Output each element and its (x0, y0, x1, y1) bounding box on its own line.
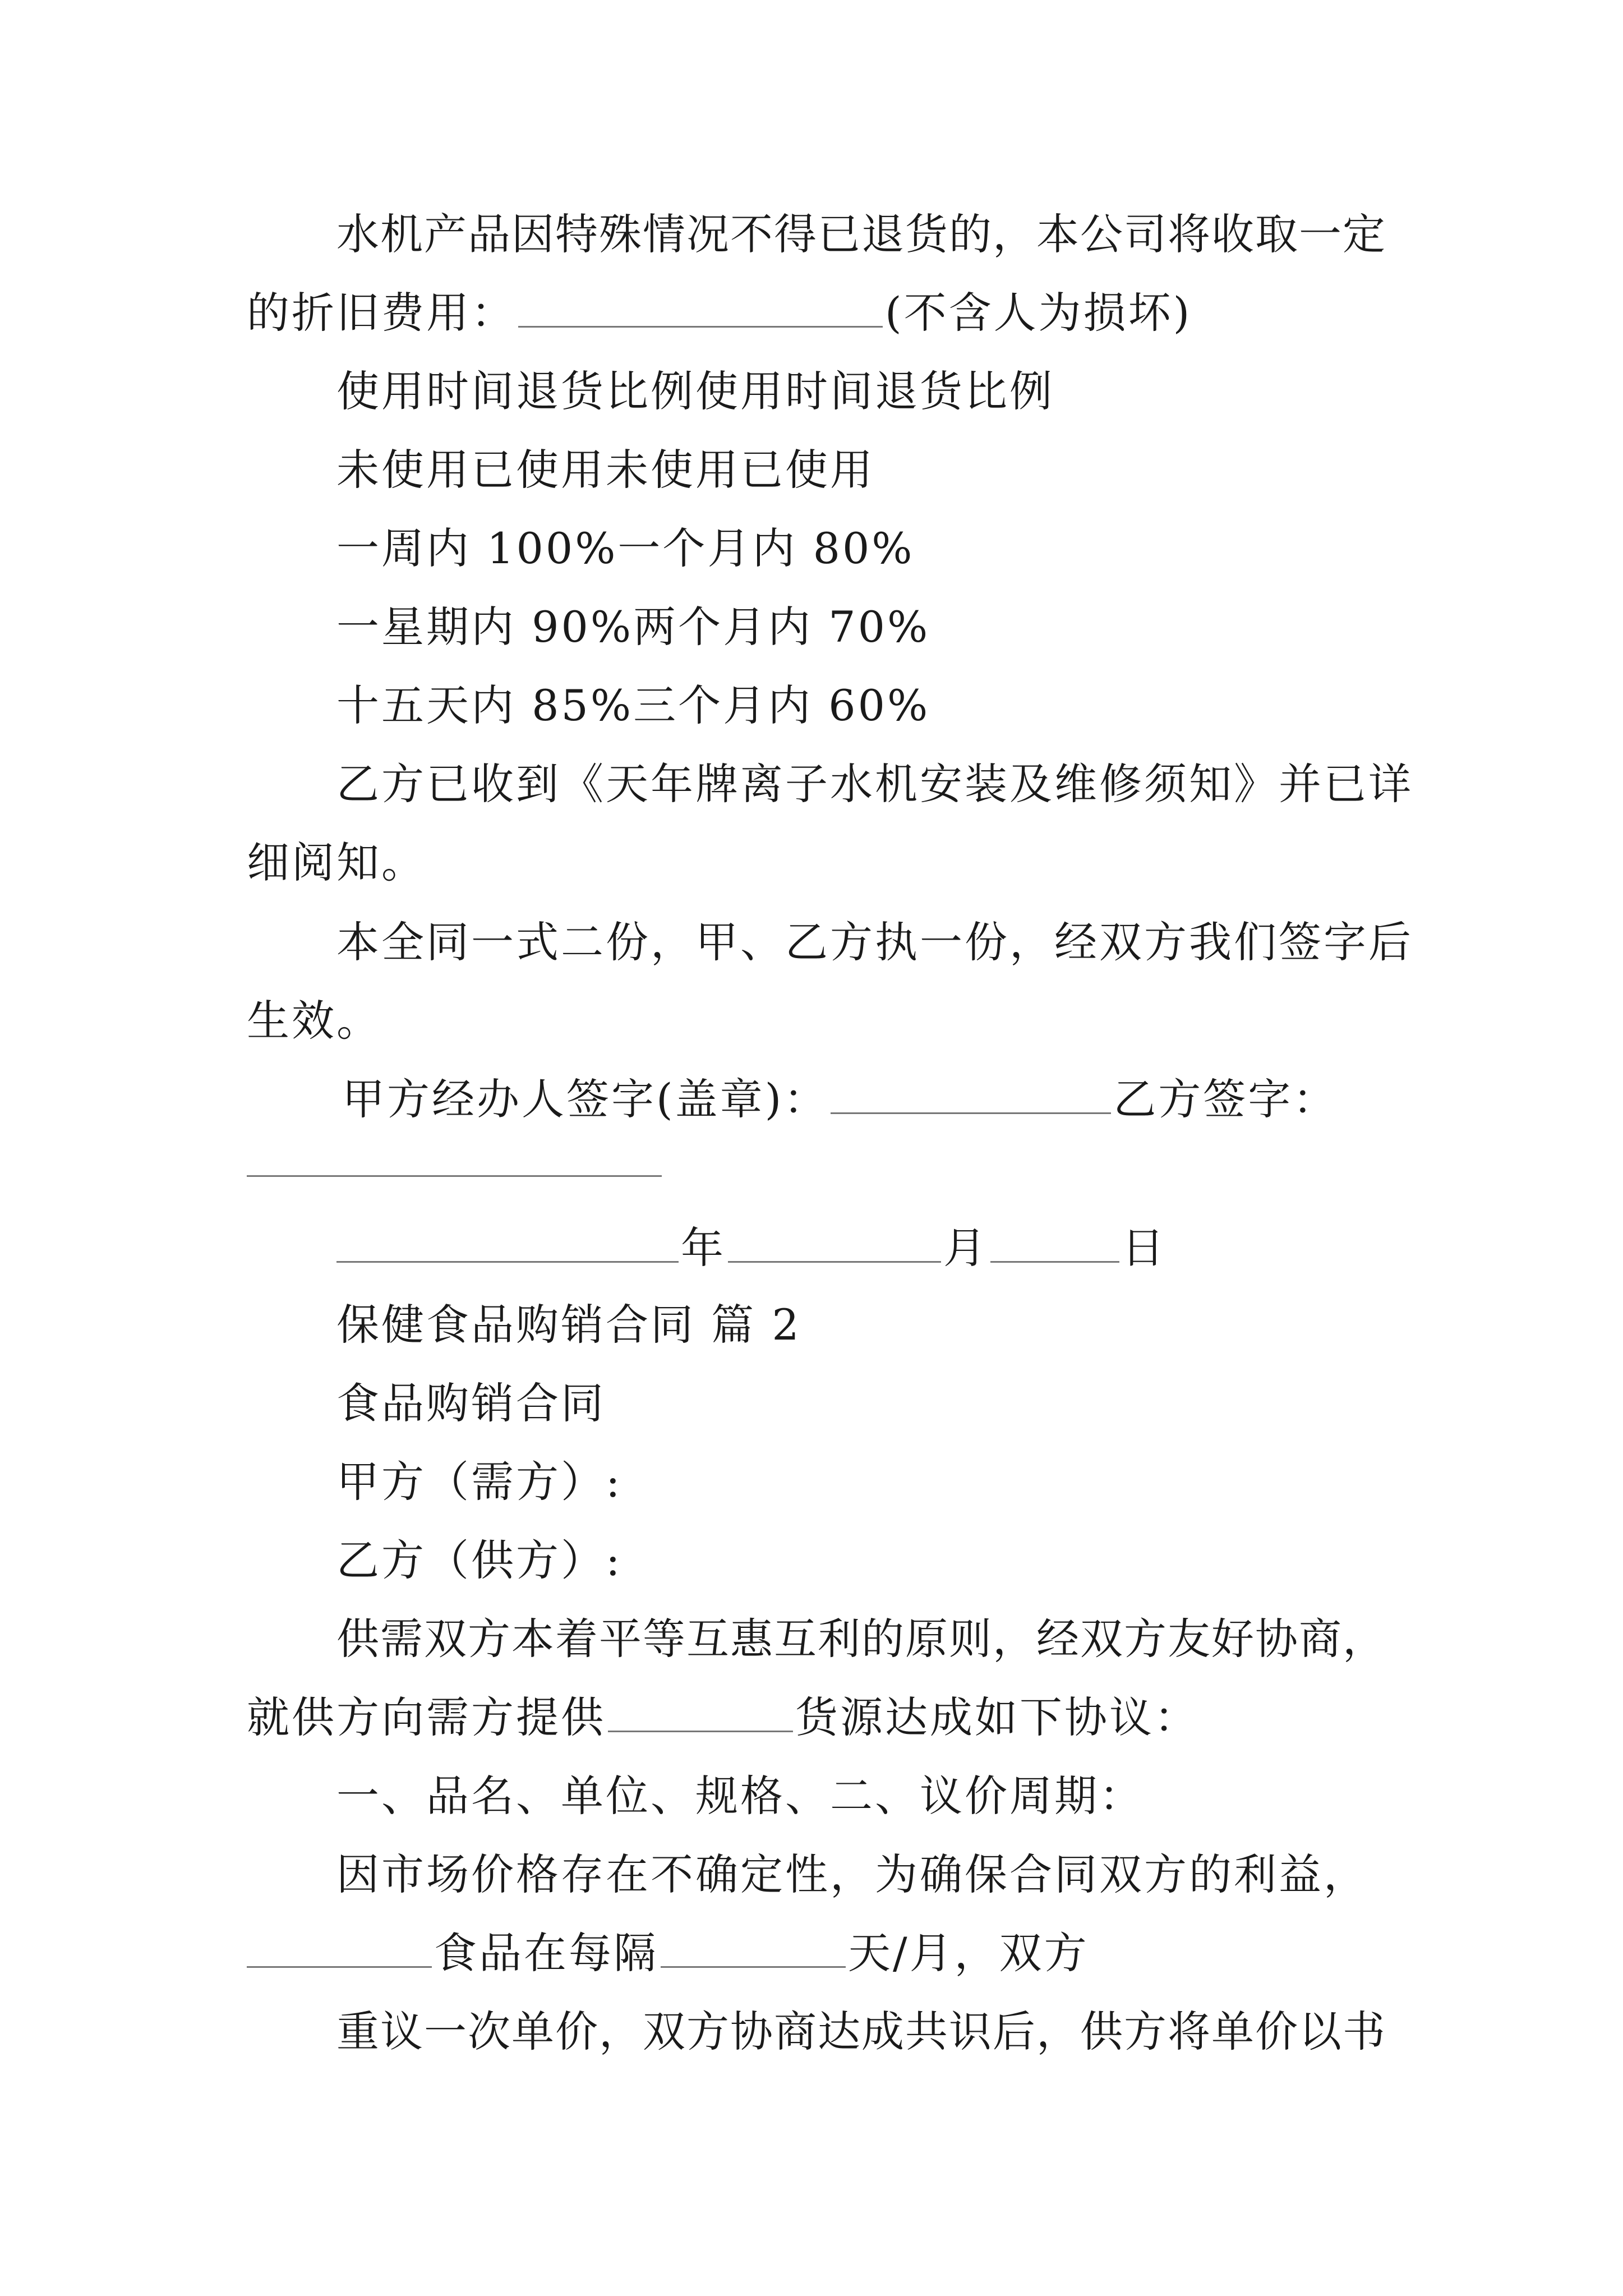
depreciation-fee-blank (518, 287, 883, 328)
signature-line (342, 1071, 1338, 1128)
goods-source-blank (608, 1691, 793, 1732)
year-blank (336, 1222, 679, 1263)
text-line-22: 因市场价格存在不确定性，为确保合同双方的利益， (336, 1849, 1368, 1899)
text-line-21: 一、品名、单位、规格、二、议价周期： (336, 1771, 1144, 1821)
supply-label: 就供方向需方提供 (247, 1692, 606, 1742)
agreement-label: 货源达成如下协议： (795, 1692, 1199, 1742)
party-b-signature-blank (247, 1175, 662, 1177)
date-line (336, 1220, 1166, 1276)
month-blank (728, 1222, 941, 1263)
section-heading: 保健食品购销合同 篇 2 (336, 1300, 801, 1350)
text-line-7: 十五天内 85%三个月内 60% (336, 680, 930, 730)
party-a-line: 甲方（需方）: (336, 1457, 623, 1507)
year-label: 年 (681, 1223, 726, 1273)
text-line-5: 一周内 100%一个月内 80% (336, 523, 915, 573)
day-blank (990, 1222, 1119, 1263)
text-line-6: 一星期内 90%两个月内 70% (336, 602, 930, 652)
text-line-24: 重 议 一 次 单 价 ， 双 方 协 商 达 成 共 识 后 ， 供 方 将 单 价 以 书 (336, 2007, 1385, 2056)
text-line-9: 细阅知。 (247, 838, 426, 887)
party-b-line: 乙方（供方）: (336, 1535, 623, 1585)
text-line-19: 供 需 双 方 本 着 平 等 互 惠 互 利 的 原 则 ， 经 双 方 友 好 协 商 ， (336, 1614, 1385, 1664)
text-line-11: 生效。 (247, 996, 381, 1046)
text-line-3: 使用时间退货比例使用时间退货比例 (336, 366, 1054, 416)
interval-label: 食品在每隔 (434, 1928, 658, 1978)
contract-title: 食品购销合同 (336, 1378, 606, 1428)
text-line-10: 本全同一式二份，甲、乙方执一份，经双方我们签字后 (336, 917, 1413, 967)
party-b-signature-label: 乙方签字： (1113, 1074, 1338, 1124)
day-label: 日 (1122, 1223, 1166, 1273)
text-line-23 (247, 1925, 1089, 1981)
text-line-20 (247, 1690, 1199, 1746)
party-a-signature-label: 甲方经办人签字(盖章)： (342, 1074, 829, 1124)
depreciation-label: 的折旧费用： (247, 288, 516, 338)
interval-blank (661, 1927, 846, 1968)
month-label: 月 (943, 1223, 988, 1273)
party-a-signature-blank (831, 1073, 1111, 1114)
text-line-8: 乙方已收到《天年牌离子水机安装及维修须知》并已详 (336, 759, 1413, 809)
text-line-4: 未使用已使用未使用已使用 (336, 445, 875, 495)
text-line-2 (247, 285, 1192, 341)
interval-unit: 天/月，双方 (848, 1928, 1089, 1978)
text-line-1: 水 机 产 品 因 特 殊 情 况 不 得 已 退 货 的 ， 本 公 司 将 收 取 一 定 (336, 209, 1385, 259)
food-name-blank (247, 1927, 432, 1968)
depreciation-note: (不含人为损坏) (885, 288, 1192, 338)
